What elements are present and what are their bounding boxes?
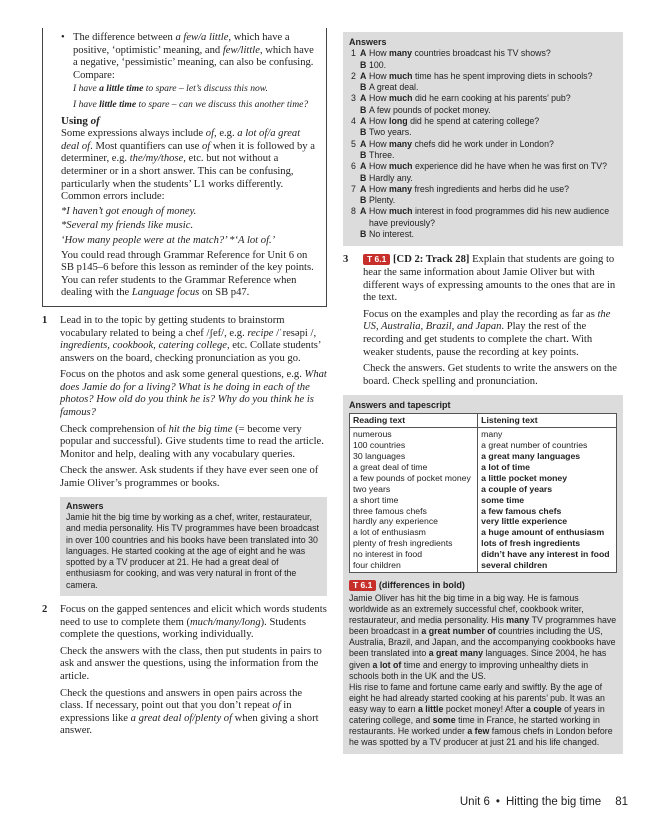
step-3-number: 3	[343, 254, 349, 266]
qa-answer	[349, 150, 617, 161]
qa-label-b: B	[360, 172, 367, 183]
reading-text-item: two years	[353, 483, 391, 494]
qa-item	[349, 206, 617, 229]
qa-label-a: A	[360, 48, 367, 59]
step-2-para-1: Focus on the gapped sentences and elicit which words students need to use to complete them (much/many/long). Students complete the questions, working individually.	[60, 604, 327, 641]
tapescript-bold-text: a lot of	[372, 659, 402, 670]
qa-label-b: B	[360, 59, 367, 70]
common-error-2: *Several my friends like music.	[61, 220, 194, 232]
grammar-note-box	[42, 28, 327, 307]
answers-box-1-title: Answers	[66, 500, 104, 511]
qa-label-b: B	[360, 82, 367, 93]
qa-answer-text: A few pounds of pocket money.	[369, 104, 491, 115]
reading-text-item: plenty of fresh ingredients	[353, 538, 453, 549]
qa-answer-text: Hardly any.	[369, 172, 413, 183]
qa-number: 8	[351, 206, 356, 217]
qa-item	[349, 116, 617, 127]
qa-answer	[349, 127, 617, 138]
listening-text-item: a couple of years	[481, 483, 553, 494]
listening-text-item: lots of fresh ingredients	[481, 538, 581, 549]
qa-question: How much time has he spent improving diets in schools?	[369, 70, 593, 81]
listening-text-item: a lot of time	[481, 461, 530, 472]
tapescript-text	[349, 593, 617, 748]
qa-label-b: B	[360, 229, 367, 240]
qa-label-b: B	[360, 149, 367, 160]
qa-question: How much did he earn cooking at his parents’ pub?	[369, 93, 571, 104]
qa-question: How many chefs did he work under in London?	[369, 138, 554, 149]
tapescript-text-run: time and energy to improving unhealthy diets in schools both in the UK and the US.	[349, 659, 589, 681]
reading-text-column	[350, 428, 478, 573]
track-reference: [CD 2: Track 28]	[393, 254, 470, 266]
listening-text-item: a huge amount of enthusiasm	[481, 527, 605, 538]
reading-text-item: a great deal of time	[353, 461, 428, 472]
tapescript-bold-text: many	[506, 615, 530, 626]
answers-box-1	[60, 497, 327, 596]
tapescript-text-run: countries including the US, Australia, Brazil, and Japan, and the accompanying cookbooks have been translated into	[349, 626, 616, 659]
qa-number: 7	[351, 183, 356, 194]
listening-text-item: a few famous chefs	[481, 505, 562, 516]
qa-label-b: B	[360, 127, 367, 138]
qa-number: 6	[351, 161, 356, 172]
page-footer: Unit 6 • Hitting the big time 81	[459, 796, 628, 808]
compare-example-1: I have a little time to spare – let’s discuss this now.	[73, 83, 268, 95]
reading-text-item: numerous	[353, 429, 392, 440]
qa-number: 4	[351, 116, 356, 127]
tapescript-text-run: famous chefs in London before he was spotted by a TV producer at just 21 and his life changed.	[349, 726, 613, 748]
qa-number: 2	[351, 70, 356, 81]
qa-answer-text: Three.	[369, 149, 395, 160]
answers-table	[349, 413, 617, 573]
step-3-para-1: T 6.1 [CD 2: Track 28] Explain that students are going to hear the same information about Jamie Oliver but with different ways of expressing amounts to the ones that are in the text.	[363, 254, 616, 304]
reading-text-item: a few pounds of pocket money	[353, 472, 471, 483]
qa-label-b: B	[360, 195, 367, 206]
tapescript-bold-text: a few	[467, 726, 490, 737]
qa-answer	[349, 229, 617, 240]
listening-text-item: a great number of countries	[481, 440, 588, 451]
tapescript-text-run: Jamie Oliver has hit the big time in a big way. He is famous worldwide as an extremely successful chef, cookbook writer, restaurateur, and media personality. His	[349, 592, 584, 626]
tapescript-bold-text: a great many	[428, 648, 483, 659]
reading-text-item: a short time	[353, 494, 399, 505]
step-1	[42, 315, 327, 596]
qa-answer-text: No interest.	[369, 229, 414, 240]
step-3-para-2: Focus on the examples and play the recording as far as the US, Australia, Brazil, and Japan. Play the rest of the recording and get students to complete the chart. With weaker students, pause the recording at key points.	[363, 308, 611, 358]
reading-text-header: Reading text	[350, 414, 478, 428]
step-1-number: 1	[42, 314, 48, 326]
qa-answer	[349, 173, 617, 184]
qa-number: 5	[351, 138, 356, 149]
using-of-paragraph: Some expressions always include of, e.g. a lot of/a great deal of. Most quantifiers can use of when it is followed by a determiner, e.g. the/my/those, etc. but not without a determiner or in a short answer. This can be confusing, particularly when the students’ L1 works differently. Common errors include:	[61, 128, 315, 203]
listening-text-item: several children	[481, 560, 548, 571]
footer-page-number: 81	[615, 796, 628, 808]
step-1-para-4: Check the answer. Ask students if they have ever seen one of Jamie Oliver’s programmes or books.	[60, 465, 319, 490]
qa-answer	[349, 195, 617, 206]
step-1-para-3: Check comprehension of hit the big time (= become very popular and successful). Give students time to read the article. Monitor and help, dealing with any vocabulary queries.	[60, 423, 324, 460]
qa-item	[349, 93, 617, 104]
listening-text-header: Listening text	[478, 414, 617, 428]
tapescript-bold-text: some	[432, 715, 456, 725]
qa-answer-text: 100.	[369, 59, 387, 70]
listening-text-item: a little pocket money	[481, 472, 568, 483]
left-column	[42, 28, 327, 738]
quantifier-bullet: • The difference between a few/a little, which have a positive, ‘optimistic’ meaning, and few/little, which have a negative, ‘pessimistic’ meaning, can also be confusing. Compare:	[61, 32, 318, 82]
tapescript-box	[343, 395, 623, 754]
qa-question: How much interest in food programmes did his new audience have previously?	[369, 206, 610, 228]
tapescript-box-title: Answers and tapescript	[349, 400, 451, 411]
listening-text-item: very little experience	[481, 516, 568, 527]
qa-item	[349, 71, 617, 82]
qa-label-a: A	[360, 116, 367, 127]
step-2-para-3: Check the questions and answers in open pairs across the class. If necessary, point out that you don’t repeat of in expressions like a great deal of/plenty of when giving a short answer.	[60, 687, 319, 737]
step-2-number: 2	[42, 604, 48, 615]
reading-text-item: four children	[353, 560, 401, 571]
qa-answer	[349, 82, 617, 93]
tapescript-heading	[349, 580, 617, 591]
tapescript-bold-text: a little	[417, 703, 444, 714]
qa-number: 1	[351, 48, 356, 59]
qa-label-a: A	[360, 183, 367, 194]
tapescript-text-run: languages. Since 2004, he has given	[349, 648, 607, 670]
qa-answer	[349, 105, 617, 116]
answers-box-2	[343, 32, 623, 246]
step-1-para-1: Lead in to the topic by getting students to brainstorm vocabulary related to being a chef /ʃef/, e.g. recipe /ˈresəpi /, ingredients, cookbook, catering college, etc. Collate students’ answers on the board, checking pronunciation as you go.	[60, 314, 321, 364]
listening-text-item: a great many languages	[481, 451, 581, 461]
qa-answer	[349, 60, 617, 71]
step-2-para-2: Check the answers with the class, then put students in pairs to ask and answer the questions, using the information from the article.	[60, 645, 322, 682]
qa-question: How many countries broadcast his TV shows?	[369, 48, 551, 59]
answers-box-2-title: Answers	[349, 37, 387, 47]
tapescript-text-run: TV programmes have been broadcast in	[349, 615, 617, 637]
qa-question: How long did he spend at catering college?	[369, 116, 540, 127]
right-column	[343, 32, 623, 754]
tapescript-text-run: of years in catering college, and	[349, 703, 605, 725]
listening-text-item: many	[481, 429, 503, 440]
reading-text-item: no interest in food	[353, 549, 423, 560]
track-badge[interactable]: T 6.1	[363, 254, 390, 265]
qa-item	[349, 48, 617, 59]
reading-text-item: 30 languages	[353, 451, 406, 461]
step-1-para-2: Focus on the photos and ask some general questions, e.g. What does Jamie do for a living? What is he doing in each of the photos? How old do you think he is? Why do you think he is famous?	[60, 369, 327, 419]
qa-question: How much experience did he have when he was first on TV?	[369, 161, 607, 172]
qa-answer-text: Plenty.	[369, 195, 396, 206]
reading-text-item: hardly any experience	[353, 516, 438, 527]
qa-label-b: B	[360, 104, 367, 115]
compare-example-2: I have little time to spare – can we discuss this another time?	[73, 98, 309, 110]
tapescript-track-badge[interactable]: T 6.1	[349, 580, 376, 591]
tapescript-text-run: His rise to fame and fortune came early and swiftly. By the age of eight he had already started cooking at his parents’ pub. It was an easy way to earn	[349, 681, 605, 714]
using-of-heading: Using of	[61, 115, 100, 128]
qa-item	[349, 184, 617, 195]
tapescript-bold-text: a great number of	[421, 626, 496, 637]
footer-unit: Unit 6	[459, 796, 490, 808]
qa-label-a: A	[360, 93, 367, 104]
qa-list	[349, 48, 617, 240]
common-error-3: ‘How many people were at the match?’ *‘A lot of.’	[61, 234, 276, 246]
grammar-reference-note: You could read through Grammar Reference for Unit 6 on SB p145–6 before this lesson as reminder of the key points. You can refer students to the Grammar Reference when dealing with the Language focus on SB p47.	[61, 249, 314, 299]
qa-label-a: A	[360, 206, 367, 217]
reading-text-item: three famous chefs	[353, 505, 427, 516]
tapescript-text-run: pocket money! After	[443, 703, 527, 714]
qa-number: 3	[351, 93, 356, 104]
listening-text-item: didn’t have any interest in food	[481, 549, 610, 560]
qa-item	[349, 161, 617, 172]
step-3	[343, 254, 623, 388]
common-error-1: *I haven’t got enough of money.	[61, 205, 197, 217]
listening-text-item: some time	[481, 494, 525, 505]
reading-text-item: 100 countries	[353, 440, 406, 451]
qa-answer-text: A great deal.	[369, 82, 419, 93]
qa-label-a: A	[360, 70, 367, 81]
tapescript-bold-text: a couple	[526, 703, 562, 714]
tapescript-text-run: time in France, he started working in restaurants. He worked under	[349, 715, 600, 737]
qa-label-a: A	[360, 138, 367, 149]
footer-title: Hitting the big time	[505, 796, 602, 808]
qa-answer-text: Two years.	[369, 127, 412, 138]
qa-item	[349, 139, 617, 150]
tapescript-subtitle: (differences in bold)	[378, 579, 465, 590]
qa-label-a: A	[360, 161, 367, 172]
listening-text-column	[478, 428, 617, 573]
reading-text-item: a lot of enthusiasm	[353, 527, 426, 538]
answers-box-1-text: Jamie hit the big time by working as a chef, writer, restaurateur, and media personality. His TV programmes have been broadcast in over 100 countries and his books have been translated into 30 languages. He started cooking at the age of eight and he was spotted by a TV producer at 21. He had a great deal of enthusiasm for cooking, and was very natural in front of the camera.	[66, 511, 319, 590]
step-3-para-3: Check the answers. Get students to write the answers on the board. Check spelling and pronunciation.	[363, 363, 617, 387]
qa-question: How many fresh ingredients and herbs did he use?	[369, 183, 570, 194]
step-2	[42, 604, 327, 738]
